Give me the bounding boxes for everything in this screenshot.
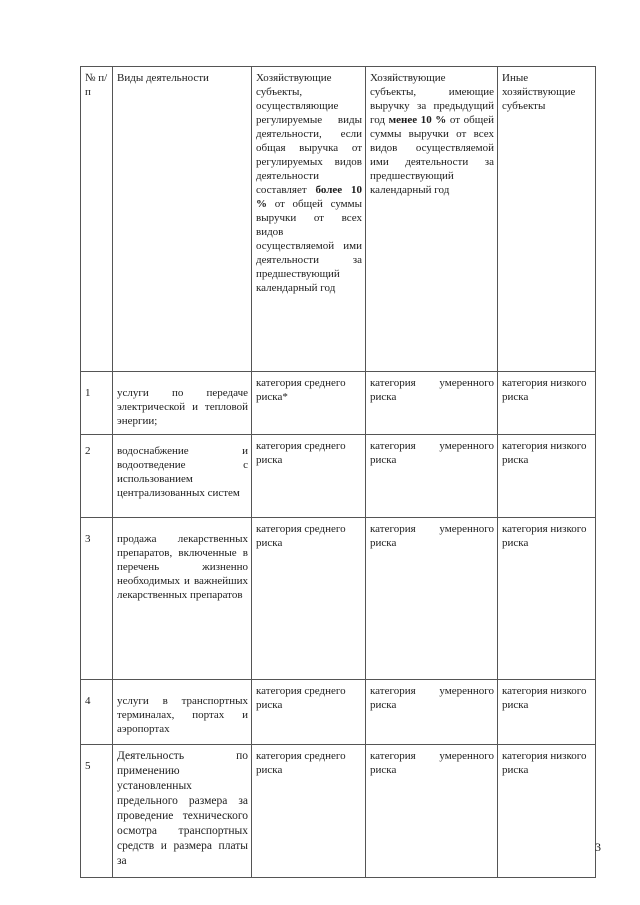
header-activity: Виды деятельности: [113, 67, 252, 372]
row-medium-risk: категория среднего риска: [252, 435, 366, 518]
row-medium-risk: категория среднего риска: [252, 745, 366, 878]
table-row: [81, 518, 596, 680]
row-activity: водоснабжение и водоотведение с использованием централизованных систем: [113, 435, 252, 518]
row-activity: продажа лекарственных препаратов, включенные в перечень жизненно необходимых и важнейших лекарственных препаратов: [113, 518, 252, 680]
table-row: [81, 680, 596, 745]
row-low-risk: категория низкого риска: [498, 372, 596, 435]
row-number: 1: [81, 372, 113, 435]
row-activity: услуги в транспортных терминалах, портах и аэропортах: [113, 680, 252, 745]
header-other-subjects: Иные хозяйствующие субъекты: [498, 67, 596, 372]
row-number: 5: [81, 745, 113, 878]
row-number: 2: [81, 435, 113, 518]
row-medium-risk: категория среднего риска: [252, 680, 366, 745]
row-moderate-risk: категория умеренного риска: [366, 372, 498, 435]
row-moderate-risk: категория умеренного риска: [366, 745, 498, 878]
row-moderate-risk: категория умеренного риска: [366, 518, 498, 680]
header-low-revenue-subjects: Хозяйствующие субъекты, имеющие выручку за предыдущий год менее 10 % от общей суммы выручки от всех видов осуществляемой ими деятельности за предшествующий календарный год: [366, 67, 498, 372]
row-low-risk: категория низкого риска: [498, 518, 596, 680]
risk-category-table: [80, 66, 596, 878]
row-moderate-risk: категория умеренного риска: [366, 435, 498, 518]
row-moderate-risk: категория умеренного риска: [366, 680, 498, 745]
header-regulated-subjects: Хозяйствующие субъекты, осуществляющие регулируемые виды деятельности, если общая выручка от регулируемых видов деятельности составляет более 10 % от общей суммы выручки от всех видов осуществляемой ими деятельности за предшествующий календарный год: [252, 67, 366, 372]
row-medium-risk: категория среднего риска: [252, 518, 366, 680]
page-number: 3: [595, 840, 601, 854]
table-header-row: [81, 67, 596, 372]
row-medium-risk: категория среднего риска*: [252, 372, 366, 435]
row-activity: Деятельность по применению установленных предельного размера за проведение технического осмотра транспортных средств и размера платы за: [113, 745, 252, 878]
table-row: [81, 435, 596, 518]
row-number: 3: [81, 518, 113, 680]
header-number: № п/п: [81, 67, 113, 372]
table-row: [81, 372, 596, 435]
row-low-risk: категория низкого риска: [498, 680, 596, 745]
row-activity: услуги по передаче электрической и тепловой энергии;: [113, 372, 252, 435]
row-number: 4: [81, 680, 113, 745]
row-low-risk: категория низкого риска: [498, 435, 596, 518]
row-low-risk: категория низкого риска: [498, 745, 596, 878]
table-row: [81, 745, 596, 878]
